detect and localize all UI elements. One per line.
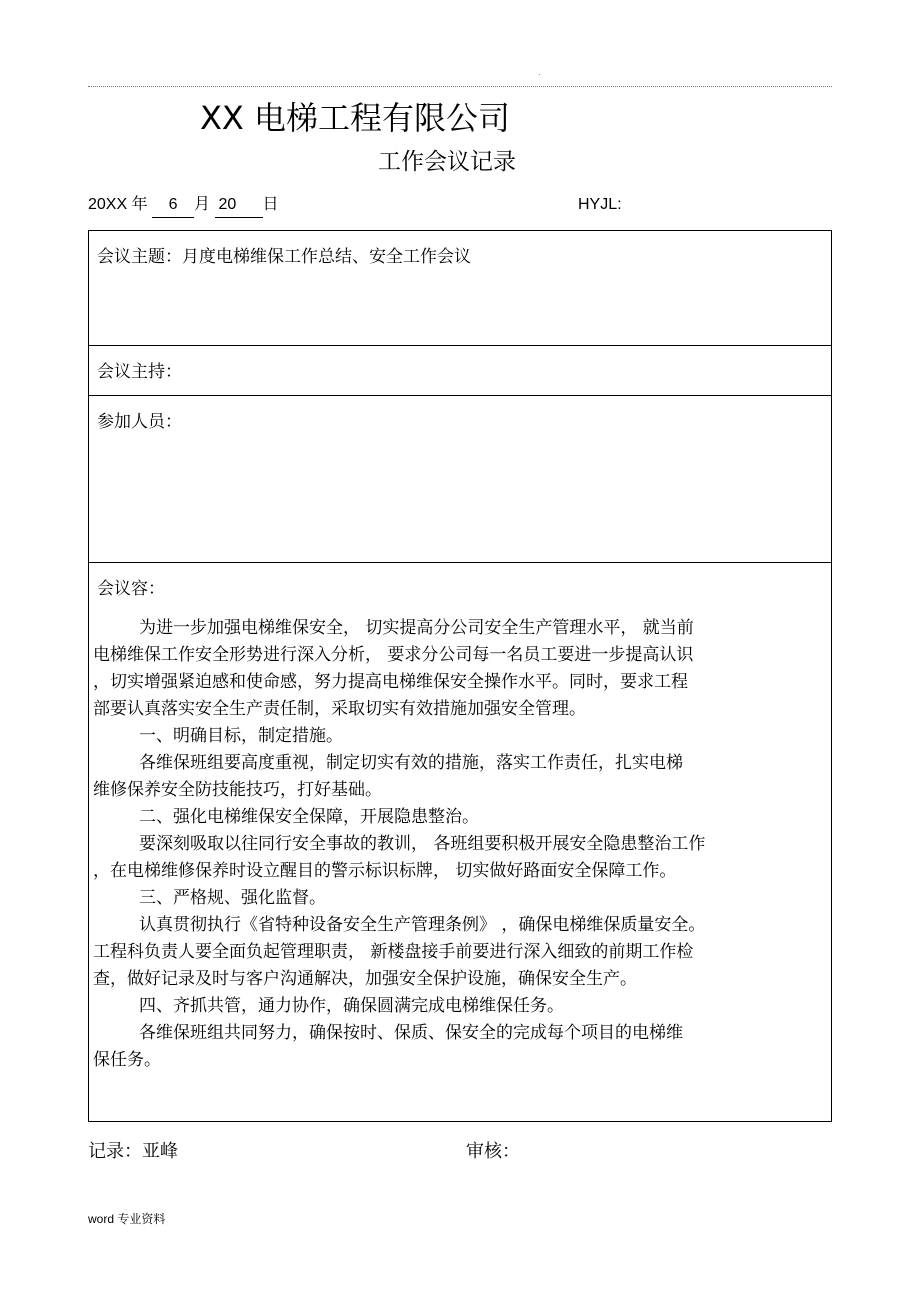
section-heading: 二、强化电梯维保安全保障，开展隐患整治。 <box>139 807 479 827</box>
content-line: 查，做好记录及时与客户沟通解决，加强安全保护设施，确保安全生产。 <box>93 969 637 989</box>
section-heading: 四、齐抓共管，通力协作，确保圆满完成电梯维保任务。 <box>139 996 564 1016</box>
section-heading: 一、明确目标，制定措施。 <box>139 726 343 746</box>
topic-label: 会议主题： <box>97 247 182 267</box>
section-heading: 三、严格规、强化监督。 <box>139 888 326 908</box>
topic-row <box>89 231 831 346</box>
content-row <box>89 563 831 1121</box>
recorder-signature: 记录：亚峰 <box>88 1141 178 1162</box>
meeting-date <box>88 193 279 218</box>
date-month-unit: 月 <box>194 196 211 213</box>
content-line: 认真贯彻执行《省特种设备安全生产管理条例》 ，确保电梯维保质量安全。 <box>139 915 706 935</box>
date-year: 20XX 年 <box>88 196 148 213</box>
date-month-value: 6 <box>152 193 194 218</box>
document-title: 工作会议记录 <box>378 149 516 175</box>
content-line: 各维保班组要高度重视，制定切实有效的措施，落实工作责任，扎实电梯 <box>139 753 683 773</box>
content-line: 各维保班组共同努力，确保按时、保质、保安全的完成每个项目的电梯维 <box>139 1023 683 1043</box>
attendees-row <box>89 396 831 563</box>
content-line: 部要认真落实安全生产责任制，采取切实有效措施加强安全管理。 <box>93 699 586 719</box>
topic-field <box>97 245 471 269</box>
reviewer-signature: 审核： <box>466 1141 520 1162</box>
date-day-value: 20 <box>215 193 263 218</box>
content-line: ，在电梯维修保养时设立醒目的警示标识标牌， 切实做好路面安全保障工作。 <box>93 861 677 881</box>
content-label: 会议容： <box>97 579 165 599</box>
content-line: 为进一步加强电梯维保安全， 切实提高分公司安全生产管理水平， 就当前 <box>139 618 694 638</box>
content-line: 保任务。 <box>93 1050 161 1070</box>
content-line: 要深刻吸取以往同行安全事故的教训， 各班组要积极开展安全隐患整治工作 <box>139 834 706 854</box>
record-code: HYJL: <box>578 196 622 213</box>
content-body <box>89 615 831 1074</box>
attendees-label: 参加人员： <box>97 412 182 432</box>
host-row <box>89 346 831 396</box>
topic-value: 月度电梯维保工作总结、安全工作会议 <box>182 247 471 267</box>
date-day-unit: 日 <box>262 196 279 213</box>
content-line: 工程科负责人要全面负起管理职责， 新楼盘接手前要进行深入细致的前期工作检 <box>93 942 694 962</box>
meeting-record-form <box>88 230 832 1122</box>
footer-note: word 专业资料 <box>88 1212 166 1226</box>
header-rule <box>88 86 832 87</box>
content-line: 电梯维保工作安全形势进行深入分析， 要求分公司每一名员工要进一步提高认识 <box>93 645 694 665</box>
content-line: 维修保养安全防技能技巧，打好基础。 <box>93 780 382 800</box>
company-name: XX 电梯工程有限公司 <box>200 99 511 137</box>
host-label: 会议主持： <box>97 362 182 382</box>
content-line: ，切实增强紧迫感和使命感，努力提高电梯维保安全操作水平。同时，要求工程 <box>93 672 688 692</box>
header-dot: . <box>538 68 541 77</box>
